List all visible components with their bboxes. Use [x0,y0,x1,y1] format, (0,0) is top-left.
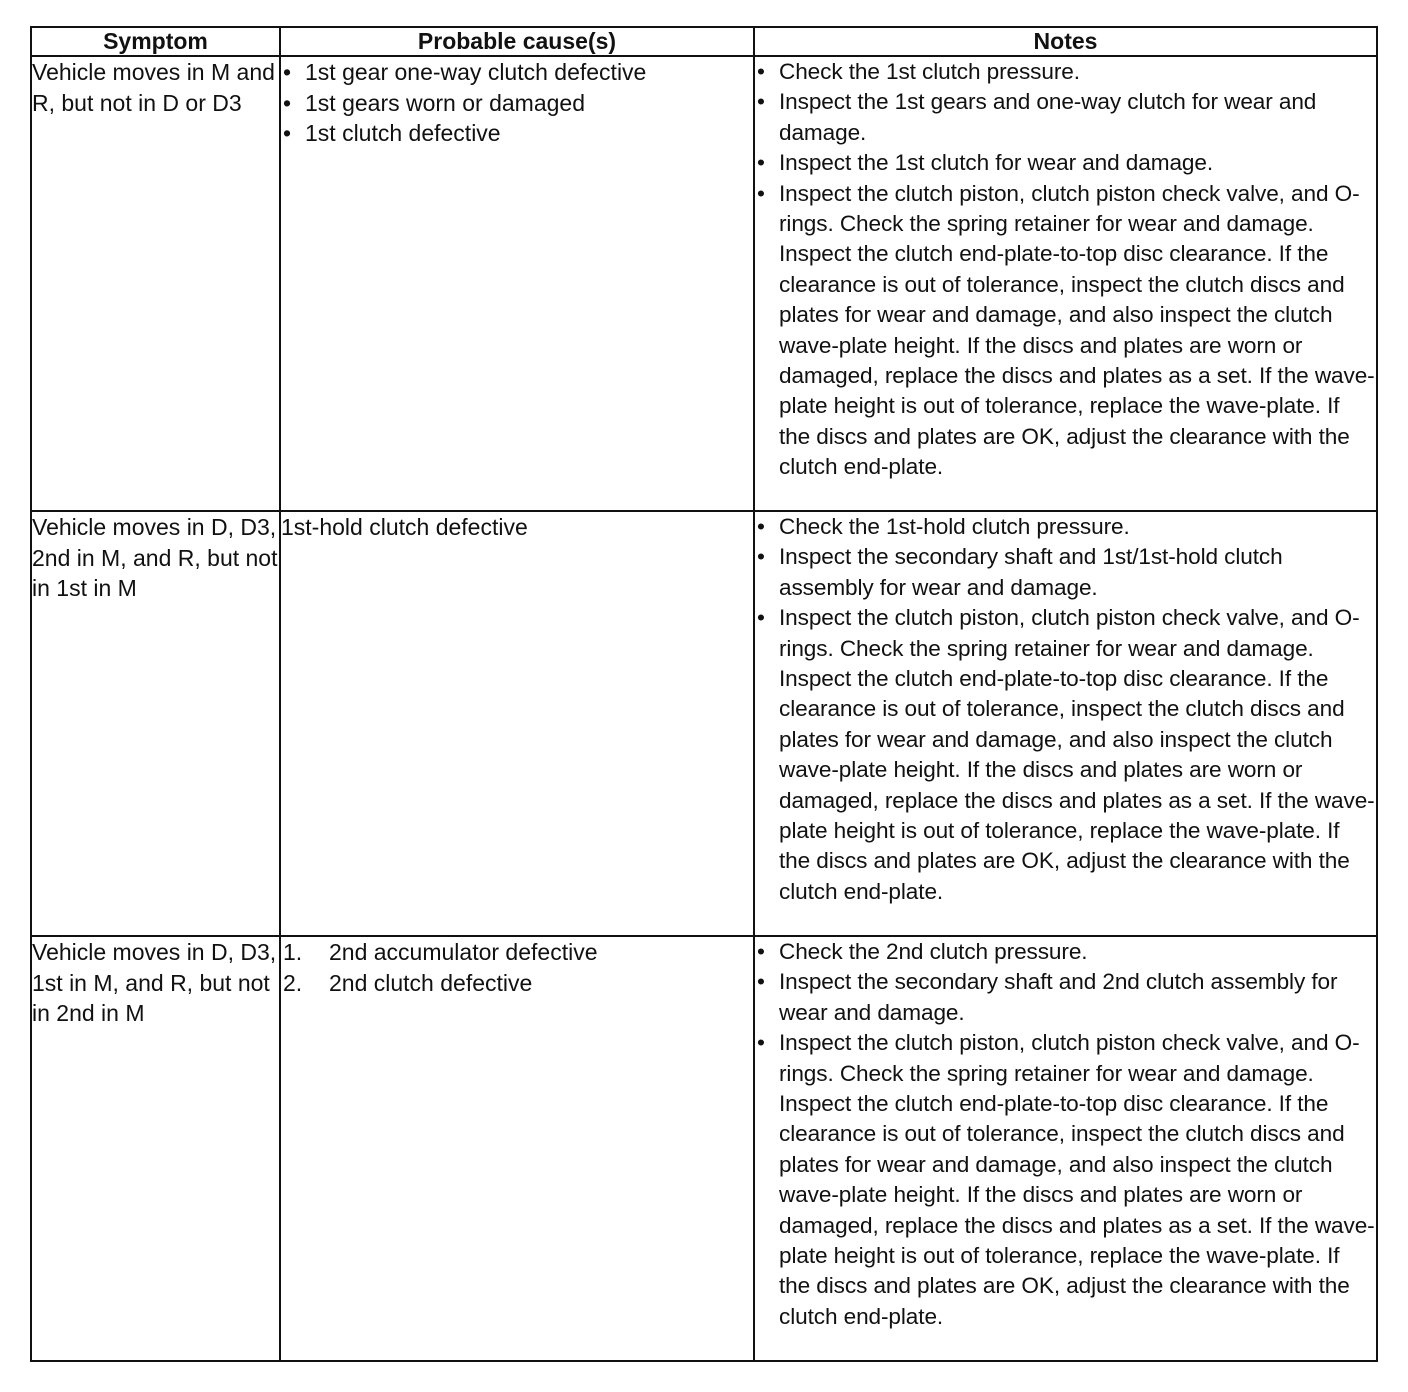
list-item: • Inspect the secondary shaft and 2nd clutch assembly for wear and damage. [755,967,1376,1028]
notes-cell [754,511,1377,936]
cause-list [281,57,753,149]
list-item-text: 2nd accumulator defective [329,939,598,965]
notes-cell [754,56,1377,511]
notes-list [755,512,1376,907]
notes-list [755,57,1376,483]
list-item: • Check the 2nd clutch pressure. [755,937,1376,967]
list-item [281,968,753,999]
troubleshooting-table [30,26,1378,1362]
list-item: • 1st clutch defective [281,118,753,149]
list-item: • Inspect the 1st gears and one-way clutch for wear and damage. [755,87,1376,148]
cause-cell: 1st-hold clutch defective [280,511,754,936]
list-item: • Inspect the 1st clutch for wear and damage. [755,148,1376,178]
list-item: • 1st gears worn or damaged [281,88,753,119]
list-item-text: 2nd clutch defective [329,969,533,996]
header-probable-causes: Probable cause(s) [280,27,754,56]
cause-cell [280,56,754,511]
header-notes: Notes [754,27,1377,56]
symptom-cell: Vehicle moves in D, D3, 1st in M, and R, but not in 2nd in M [31,936,280,1361]
header-symptom: Symptom [31,27,280,56]
list-item: • Inspect the clutch piston, clutch piston check valve, and O-rings. Check the spring retainer for wear and damage. Inspect the clutch end-plate-to-top disc clearance. If the clearance is out of tolerance, inspect the clutch discs and plates for wear and damage, and also inspect the clutch wave-plate height. If the discs and plates are worn or damaged, replace the discs and plates as a set. If the wave-plate height is out of tolerance, replace the wave-plate. If the discs and plates are OK, adjust the clearance with the clutch end-plate. [755,1028,1376,1332]
list-item: • Inspect the clutch piston, clutch piston check valve, and O-rings. Check the spring retainer for wear and damage. Inspect the clutch end-plate-to-top disc clearance. If the clearance is out of tolerance, inspect the clutch discs and plates for wear and damage, and also inspect the clutch wave-plate height. If the discs and plates are worn or damaged, replace the discs and plates as a set. If the wave-plate height is out of tolerance, replace the wave-plate. If the discs and plates are OK, adjust the clearance with the clutch end-plate. [755,603,1376,907]
cause-cell [280,936,754,1361]
list-item: • Check the 1st clutch pressure. [755,57,1376,87]
table-row [31,511,1377,936]
table-row [31,56,1377,511]
list-item: • Inspect the secondary shaft and 1st/1st-hold clutch assembly for wear and damage. [755,542,1376,603]
list-item: • Check the 1st-hold clutch pressure. [755,512,1376,542]
symptom-cell: Vehicle moves in D, D3, 2nd in M, and R, but not in 1st in M [31,511,280,936]
symptom-cell: Vehicle moves in M and R, but not in D or D3 [31,56,280,511]
list-number: 2. [283,969,303,996]
cause-numbered-list [281,937,753,998]
list-item [281,937,753,968]
list-number: 1. [283,939,303,965]
header-row [31,27,1377,56]
notes-list [755,937,1376,1332]
list-item: • 1st gear one-way clutch defective [281,57,753,88]
table-row [31,936,1377,1361]
notes-cell [754,936,1377,1361]
list-item: • Inspect the clutch piston, clutch piston check valve, and O-rings. Check the spring retainer for wear and damage. Inspect the clutch end-plate-to-top disc clearance. If the clearance is out of tolerance, inspect the clutch discs and plates for wear and damage, and also inspect the clutch wave-plate height. If the discs and plates are worn or damaged, replace the discs and plates as a set. If the wave-plate height is out of tolerance, replace the wave-plate. If the discs and plates are OK, adjust the clearance with the clutch end-plate. [755,179,1376,483]
